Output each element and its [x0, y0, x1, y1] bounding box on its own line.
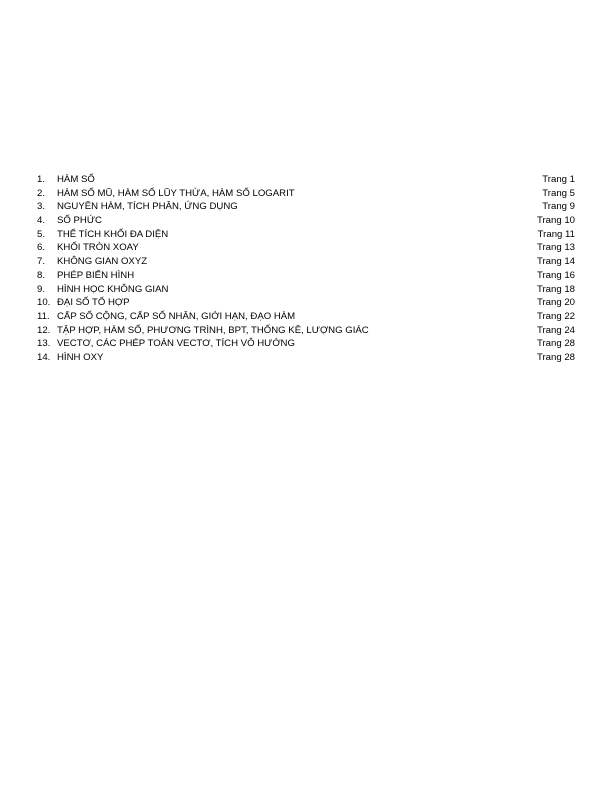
toc-entry [37, 173, 575, 187]
toc-entry [37, 283, 575, 297]
toc-entry-number: 3. [37, 201, 46, 213]
toc-entry-number: 11. [37, 310, 50, 322]
toc-entry-page: Trang 1 [542, 174, 575, 185]
toc-entry-title: KHÔNG GIAN OXYZ [57, 256, 148, 268]
toc-entry-page: Trang 13 [536, 242, 575, 254]
toc-entry-title: ĐẠI SỐ TỔ HỢP [57, 297, 130, 309]
toc-entry [37, 214, 575, 228]
toc-entry-title: KHỐI TRÒN XOAY [57, 242, 139, 254]
toc-entry-page: Trang 28 [536, 351, 575, 363]
toc-entry-number: 2. [37, 187, 46, 199]
toc-entry-page: Trang 10 [536, 215, 575, 227]
toc-entry [37, 310, 575, 324]
toc-entry-page: Trang 24 [536, 324, 575, 336]
toc-entry-number: 14. [37, 351, 51, 363]
toc-entry-title: CẤP SỐ CỘNG, CẤP SỐ NHÂN, GIỚI HẠN, ĐẠO HÀM [57, 310, 296, 322]
toc-entry-number: 10. [37, 297, 51, 309]
toc-entry-page: Trang 28 [536, 338, 575, 350]
toc-entry [37, 324, 575, 338]
toc-entry-title: NGUYÊN HÀM, TÍCH PHÂN, ỨNG DỤNG [57, 201, 238, 213]
toc-entry [37, 269, 575, 283]
toc-entry-page: Trang 9 [542, 201, 575, 213]
table-of-contents [37, 173, 575, 365]
toc-entry-number: 4. [37, 215, 46, 227]
toc-entry-title: HÀM SỐ [57, 174, 95, 185]
toc-entry-number: 6. [37, 242, 46, 254]
toc-entry-title: HÀM SỐ MŨ, HÀM SỐ LŨY THỪA, HÀM SỐ LOGARIT [57, 187, 295, 199]
toc-entry-title: VECTƠ, CÁC PHÉP TOÁN VECTƠ, TÍCH VÔ HƯỚNG [57, 338, 295, 350]
toc-entry [37, 337, 575, 351]
toc-entry-title: PHÉP BIẾN HÌNH [57, 269, 135, 281]
toc-entry-number: 12. [37, 324, 51, 336]
toc-entry-number: 5. [37, 228, 46, 240]
toc-entry-page: Trang 18 [536, 283, 575, 295]
toc-entry-page: Trang 16 [536, 269, 575, 281]
toc-entry-page: Trang 5 [542, 187, 575, 199]
toc-entry-title: HÌNH OXY [57, 351, 104, 363]
toc-entry [37, 241, 575, 255]
toc-entry-number: 8. [37, 269, 46, 281]
toc-entry [37, 200, 575, 214]
toc-entry-title: HÌNH HỌC KHÔNG GIAN [57, 283, 169, 295]
toc-entry-page: Trang 22 [536, 310, 575, 322]
toc-entry-title: SỐ PHỨC [57, 215, 102, 227]
toc-entry-number: 9. [37, 283, 46, 295]
toc-entry-page: Trang 20 [536, 297, 575, 309]
toc-entry-number: 7. [37, 256, 46, 268]
toc-entry [37, 187, 575, 201]
toc-entry [37, 296, 575, 310]
toc-entry [37, 228, 575, 242]
toc-entry-number: 1. [37, 174, 46, 185]
toc-entry [37, 351, 575, 365]
toc-entry-page: Trang 11 [537, 228, 575, 240]
toc-entry-page: Trang 14 [536, 256, 575, 268]
toc-entry [37, 255, 575, 269]
toc-entry-title: TẬP HỢP, HÀM SỐ, PHƯƠNG TRÌNH, BPT, THỐNG KÊ, LƯỢNG GIÁC [57, 324, 369, 336]
toc-entry-title: THỂ TÍCH KHỐI ĐA DIỆN [57, 228, 169, 240]
toc-entry-number: 13. [37, 338, 51, 350]
